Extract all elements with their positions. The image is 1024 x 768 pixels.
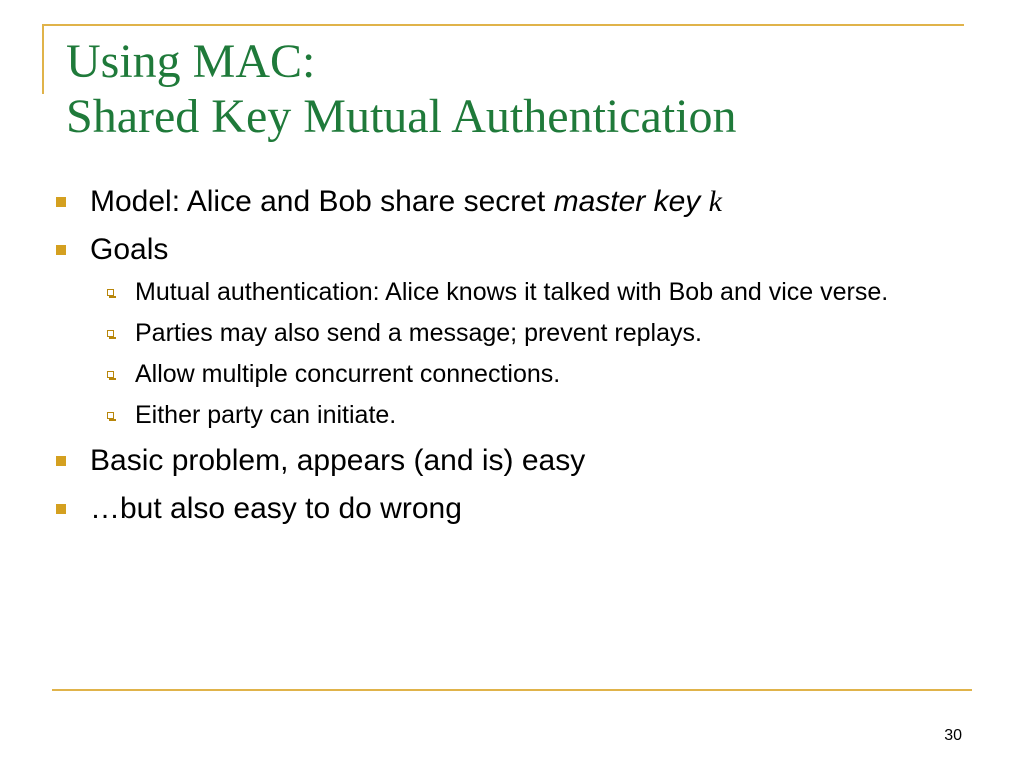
model-text: Model: Alice and Bob share secret [90, 185, 554, 218]
top-border-line [42, 24, 964, 26]
model-emphasis: master key [553, 185, 701, 218]
slide-title [66, 34, 737, 144]
goal-item [50, 276, 895, 308]
bottom-border-line [52, 689, 972, 691]
goal-item [50, 317, 895, 349]
goals-sublist [50, 276, 950, 431]
title-line-1: Using MAC: [66, 35, 316, 88]
hollow-square-bullet-icon [107, 412, 114, 419]
goal-item-text: Parties may also send a message; prevent replays. [135, 319, 702, 347]
bullet-list [50, 184, 950, 539]
goals-text: Goals [90, 233, 169, 266]
square-bullet-icon [56, 456, 66, 466]
model-variable: k [708, 185, 722, 218]
bullet-basic-problem [50, 443, 950, 479]
goal-item-text: Either party can initiate. [135, 401, 397, 429]
title-line-2: Shared Key Mutual Authentication [66, 90, 737, 143]
goal-item [50, 399, 895, 431]
goal-item-text: Allow multiple concurrent connections. [135, 360, 561, 388]
square-bullet-icon [56, 197, 66, 207]
bullet-goals [50, 232, 950, 268]
hollow-square-bullet-icon [107, 289, 114, 296]
but-also-text: …but also easy to do wrong [90, 492, 462, 525]
goal-item [50, 358, 895, 390]
square-bullet-icon [56, 245, 66, 255]
goal-item-text: Mutual authentication: Alice knows it talked with Bob and vice verse. [135, 278, 889, 306]
page-number: 30 [944, 727, 962, 744]
bullet-but-also [50, 491, 950, 527]
left-border-line [42, 24, 44, 94]
bullet-model [50, 184, 950, 220]
hollow-square-bullet-icon [107, 330, 114, 337]
basic-problem-text: Basic problem, appears (and is) easy [90, 444, 586, 477]
square-bullet-icon [56, 504, 66, 514]
hollow-square-bullet-icon [107, 371, 114, 378]
